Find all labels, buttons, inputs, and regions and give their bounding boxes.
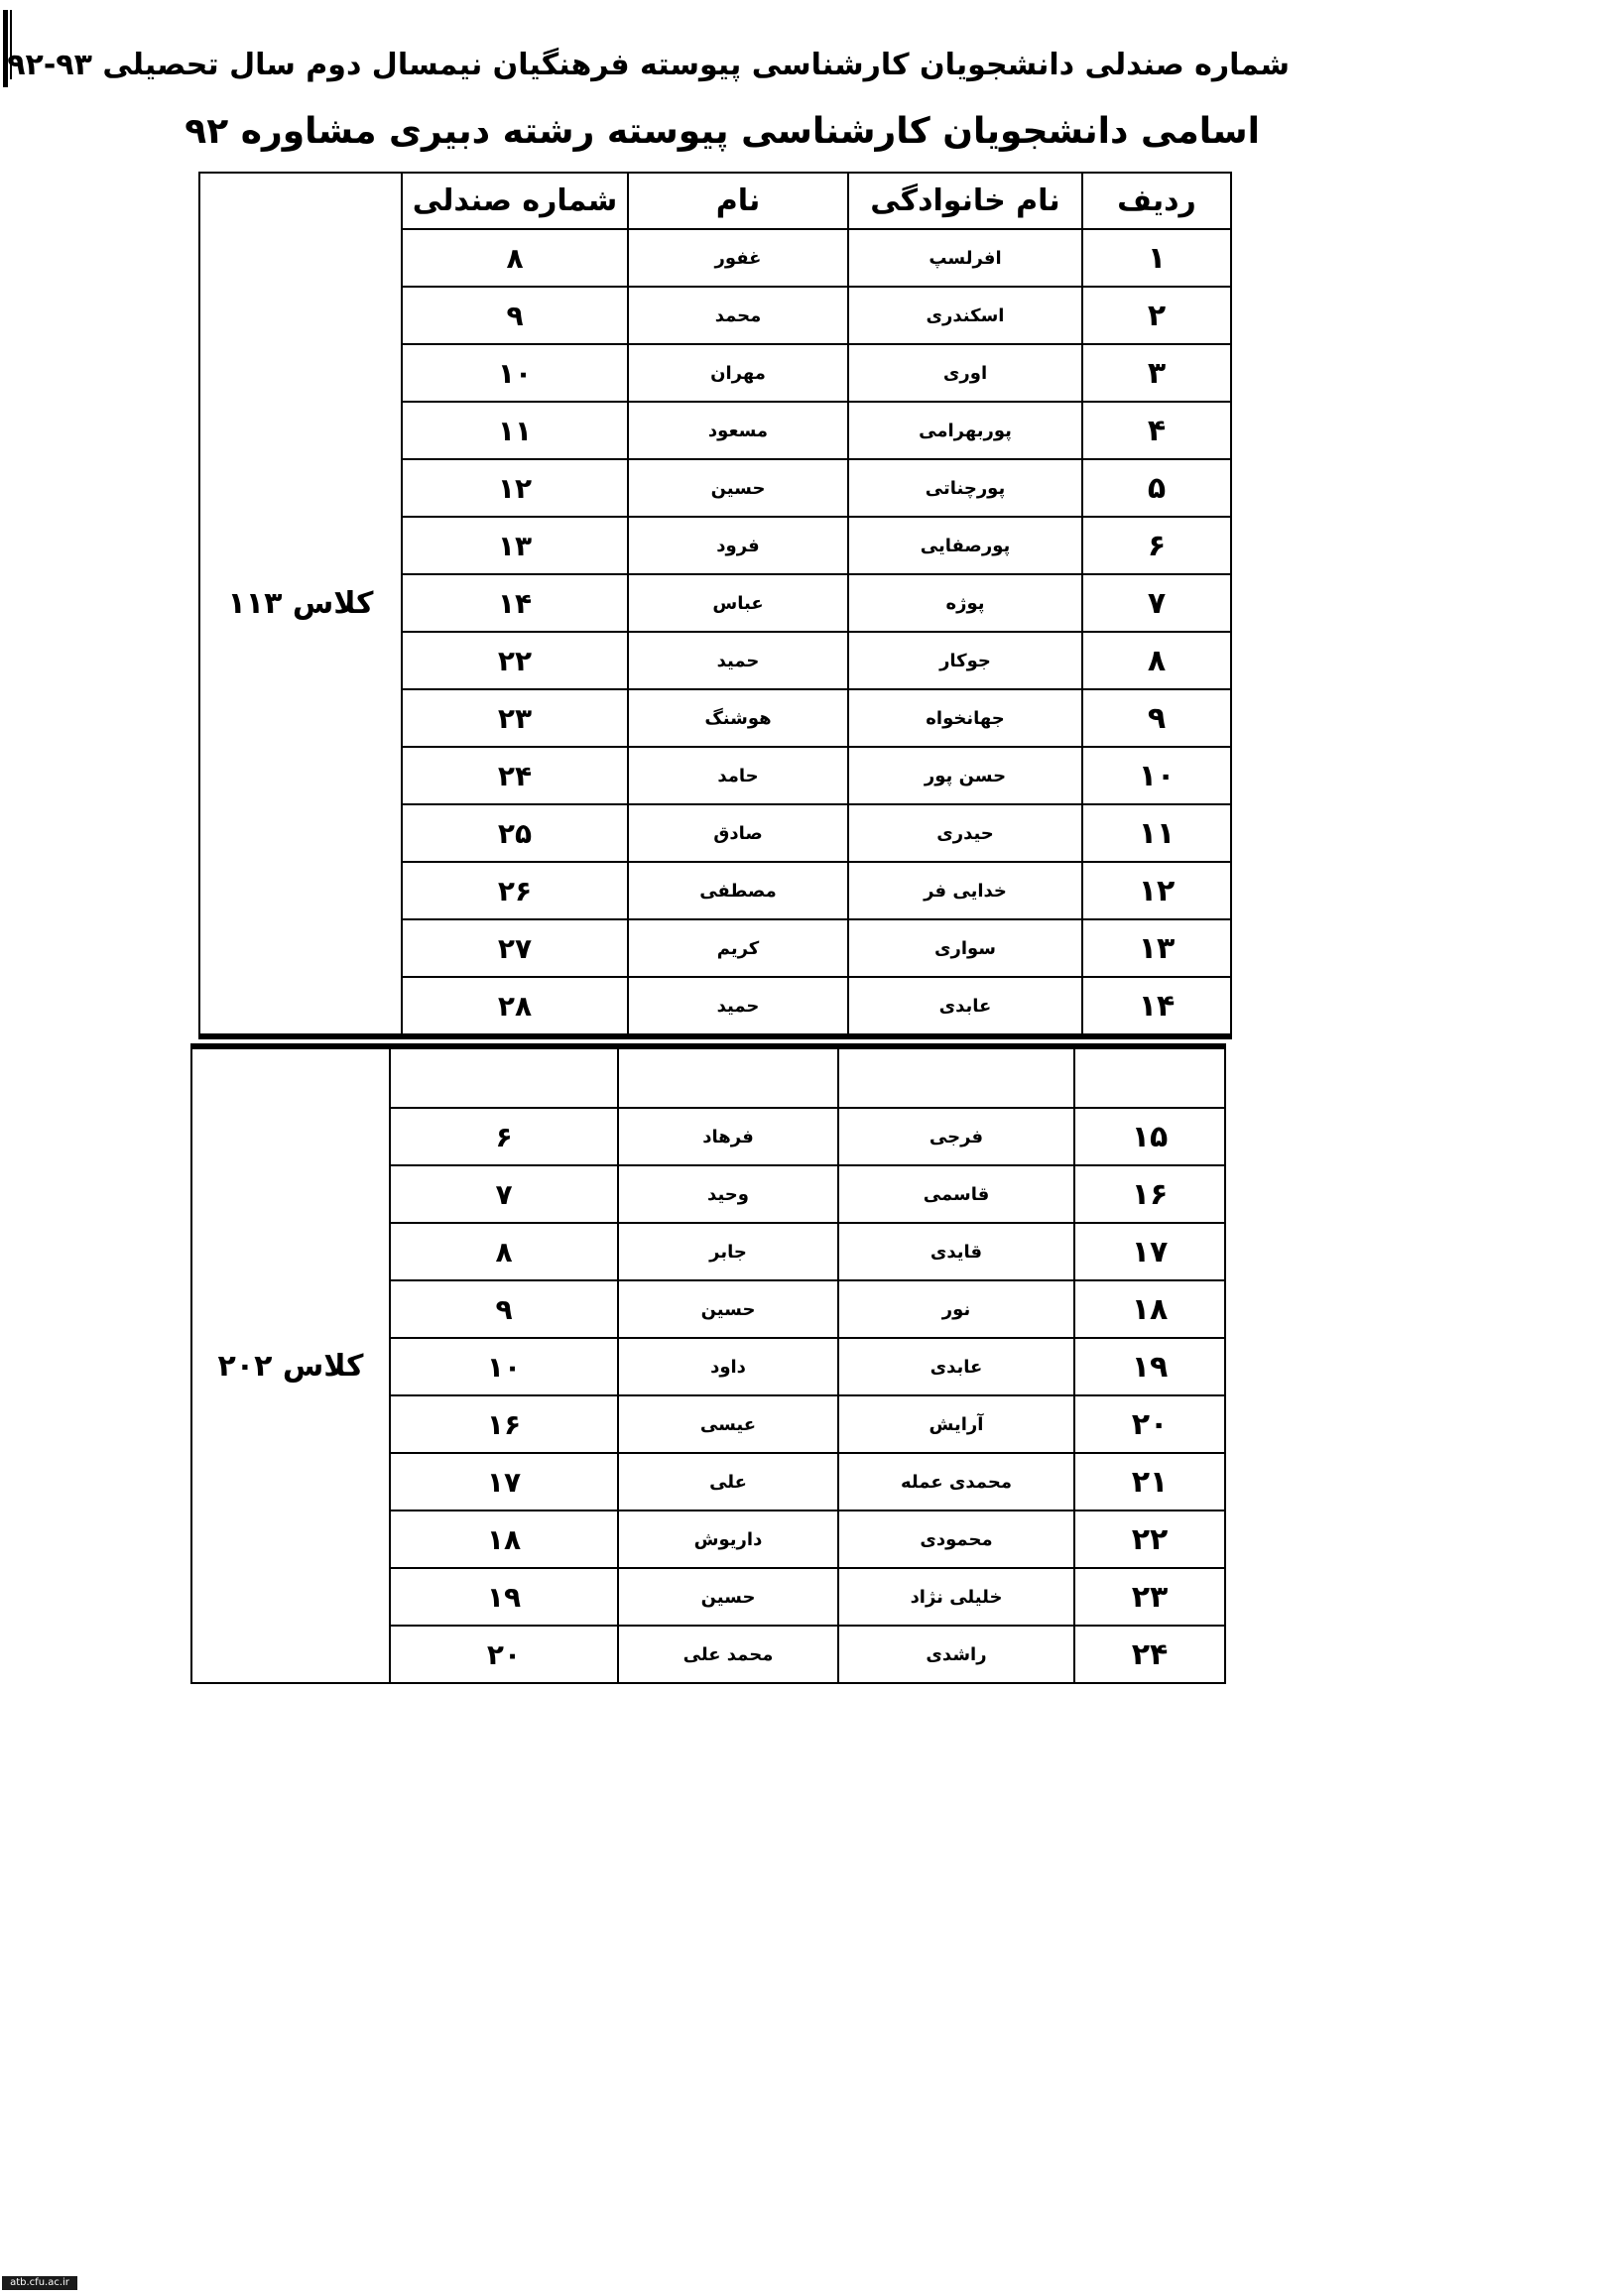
row-number-cell: ۳ bbox=[1082, 344, 1231, 402]
seat-number-cell: ۹ bbox=[402, 287, 628, 344]
seat-number-cell: ۲۰ bbox=[390, 1626, 618, 1683]
seat-number-cell: ۸ bbox=[402, 229, 628, 287]
seat-number-cell: ۲۵ bbox=[402, 804, 628, 862]
first-name-cell: غفور bbox=[628, 229, 848, 287]
family-name-cell: عابدی bbox=[838, 1338, 1074, 1395]
header-family-name: نام خانوادگی bbox=[848, 173, 1082, 229]
first-name-cell: عیسی bbox=[618, 1395, 838, 1453]
seat-number-cell: ۲۳ bbox=[402, 689, 628, 747]
row-number-cell: ۲۱ bbox=[1074, 1453, 1225, 1511]
seat-number-cell: ۲۸ bbox=[402, 977, 628, 1036]
seat-number-cell: ۲۴ bbox=[402, 747, 628, 804]
seat-number-cell: ۱۰ bbox=[402, 344, 628, 402]
row-number-cell: ۱۴ bbox=[1082, 977, 1231, 1036]
seat-number-cell: ۲۶ bbox=[402, 862, 628, 919]
first-name-cell: فرهاد bbox=[618, 1108, 838, 1165]
first-name-cell: کریم bbox=[628, 919, 848, 977]
row-number-cell: ۲۰ bbox=[1074, 1395, 1225, 1453]
first-name-cell: علی bbox=[618, 1453, 838, 1511]
first-name-cell: عباس bbox=[628, 574, 848, 632]
row-number-cell: ۸ bbox=[1082, 632, 1231, 689]
first-name-cell: حسین bbox=[618, 1568, 838, 1626]
first-name-cell: حامد bbox=[628, 747, 848, 804]
row-number-cell: ۴ bbox=[1082, 402, 1231, 459]
blank-cell bbox=[1074, 1046, 1225, 1108]
first-name-cell: وحید bbox=[618, 1165, 838, 1223]
row-number-cell: ۹ bbox=[1082, 689, 1231, 747]
row-number-cell: ۶ bbox=[1082, 517, 1231, 574]
row-number-cell: ۱۹ bbox=[1074, 1338, 1225, 1395]
family-name-cell: قایدی bbox=[838, 1223, 1074, 1280]
seat-number-cell: ۱۱ bbox=[402, 402, 628, 459]
first-name-cell: جابر bbox=[618, 1223, 838, 1280]
row-number-cell: ۱۵ bbox=[1074, 1108, 1225, 1165]
family-name-cell: حیدری bbox=[848, 804, 1082, 862]
family-name-cell: افرلسپ bbox=[848, 229, 1082, 287]
row-number-cell: ۱۲ bbox=[1082, 862, 1231, 919]
family-name-cell: جهانخواه bbox=[848, 689, 1082, 747]
row-number-cell: ۲۳ bbox=[1074, 1568, 1225, 1626]
blank-cell bbox=[390, 1046, 618, 1108]
seat-number-cell: ۶ bbox=[390, 1108, 618, 1165]
seat-number-cell: ۱۸ bbox=[390, 1511, 618, 1568]
family-name-cell: نور bbox=[838, 1280, 1074, 1338]
family-name-cell: عابدی bbox=[848, 977, 1082, 1036]
seat-number-cell: ۸ bbox=[390, 1223, 618, 1280]
family-name-cell: راشدی bbox=[838, 1626, 1074, 1683]
family-name-cell: فرجی bbox=[838, 1108, 1074, 1165]
table-blank-row bbox=[191, 1046, 1225, 1108]
family-name-cell: اوری bbox=[848, 344, 1082, 402]
family-name-cell: حسن پور bbox=[848, 747, 1082, 804]
first-name-cell: مسعود bbox=[628, 402, 848, 459]
row-number-cell: ۲ bbox=[1082, 287, 1231, 344]
row-number-cell: ۱۰ bbox=[1082, 747, 1231, 804]
table-header-row bbox=[199, 173, 1231, 229]
blank-cell bbox=[618, 1046, 838, 1108]
seat-number-cell: ۱۰ bbox=[390, 1338, 618, 1395]
first-name-cell: حسین bbox=[628, 459, 848, 517]
row-number-cell: ۲۲ bbox=[1074, 1511, 1225, 1568]
first-name-cell: حمید bbox=[628, 632, 848, 689]
row-number-cell: ۱ bbox=[1082, 229, 1231, 287]
header-first-name: نام bbox=[628, 173, 848, 229]
row-number-cell: ۷ bbox=[1082, 574, 1231, 632]
header-seat-number: شماره صندلی bbox=[402, 173, 628, 229]
family-name-cell: اسکندری bbox=[848, 287, 1082, 344]
blank-cell bbox=[838, 1046, 1074, 1108]
family-name-cell: خلیلی نژاد bbox=[838, 1568, 1074, 1626]
family-name-cell: پورصفایی bbox=[848, 517, 1082, 574]
first-name-cell: محمد bbox=[628, 287, 848, 344]
seat-number-cell: ۹ bbox=[390, 1280, 618, 1338]
seating-table-class-202 bbox=[190, 1043, 1226, 1684]
first-name-cell: مهران bbox=[628, 344, 848, 402]
first-name-cell: داود bbox=[618, 1338, 838, 1395]
seat-number-cell: ۱۴ bbox=[402, 574, 628, 632]
family-name-cell: پوژه bbox=[848, 574, 1082, 632]
family-name-cell: جوکار bbox=[848, 632, 1082, 689]
family-name-cell: آرایش bbox=[838, 1395, 1074, 1453]
seat-number-cell: ۱۲ bbox=[402, 459, 628, 517]
seat-number-cell: ۷ bbox=[390, 1165, 618, 1223]
row-number-cell: ۱۸ bbox=[1074, 1280, 1225, 1338]
row-number-cell: ۱۱ bbox=[1082, 804, 1231, 862]
first-name-cell: داریوش bbox=[618, 1511, 838, 1568]
row-number-cell: ۵ bbox=[1082, 459, 1231, 517]
first-name-cell: حمید bbox=[628, 977, 848, 1036]
row-number-cell: ۲۴ bbox=[1074, 1626, 1225, 1683]
seat-number-cell: ۱۹ bbox=[390, 1568, 618, 1626]
first-name-cell: فرود bbox=[628, 517, 848, 574]
row-number-cell: ۱۶ bbox=[1074, 1165, 1225, 1223]
family-name-cell: پوربهرامی bbox=[848, 402, 1082, 459]
family-name-cell: محمودی bbox=[838, 1511, 1074, 1568]
seat-number-cell: ۲۲ bbox=[402, 632, 628, 689]
first-name-cell: هوشنگ bbox=[628, 689, 848, 747]
family-name-cell: محمدی عمله bbox=[838, 1453, 1074, 1511]
document-subheading: اسامی دانشجویان کارشناسی پیوسته رشته دبیری مشاوره ۹۲ bbox=[185, 111, 1260, 152]
row-number-cell: ۱۷ bbox=[1074, 1223, 1225, 1280]
class-label-113: کلاس ۱۱۳ bbox=[199, 173, 402, 1036]
row-number-cell: ۱۳ bbox=[1082, 919, 1231, 977]
seat-number-cell: ۲۷ bbox=[402, 919, 628, 977]
family-name-cell: سواری bbox=[848, 919, 1082, 977]
first-name-cell: مصطفی bbox=[628, 862, 848, 919]
family-name-cell: خدایی فر bbox=[848, 862, 1082, 919]
first-name-cell: صادق bbox=[628, 804, 848, 862]
document-heading: شماره صندلی دانشجویان کارشناسی پیوسته فرهنگیان نیمسال دوم سال تحصیلی ۹۳-۹۲ bbox=[7, 48, 1290, 82]
header-row-number: ردیف bbox=[1082, 173, 1231, 229]
seat-number-cell: ۱۶ bbox=[390, 1395, 618, 1453]
seat-number-cell: ۱۳ bbox=[402, 517, 628, 574]
first-name-cell: محمد علی bbox=[618, 1626, 838, 1683]
first-name-cell: حسین bbox=[618, 1280, 838, 1338]
family-name-cell: پورچناتی bbox=[848, 459, 1082, 517]
seating-table-class-113 bbox=[198, 172, 1232, 1039]
site-footer-logo: atb.cfu.ac.ir bbox=[2, 2276, 77, 2290]
class-label-202: کلاس ۲۰۲ bbox=[191, 1046, 390, 1683]
family-name-cell: قاسمی bbox=[838, 1165, 1074, 1223]
seat-number-cell: ۱۷ bbox=[390, 1453, 618, 1511]
